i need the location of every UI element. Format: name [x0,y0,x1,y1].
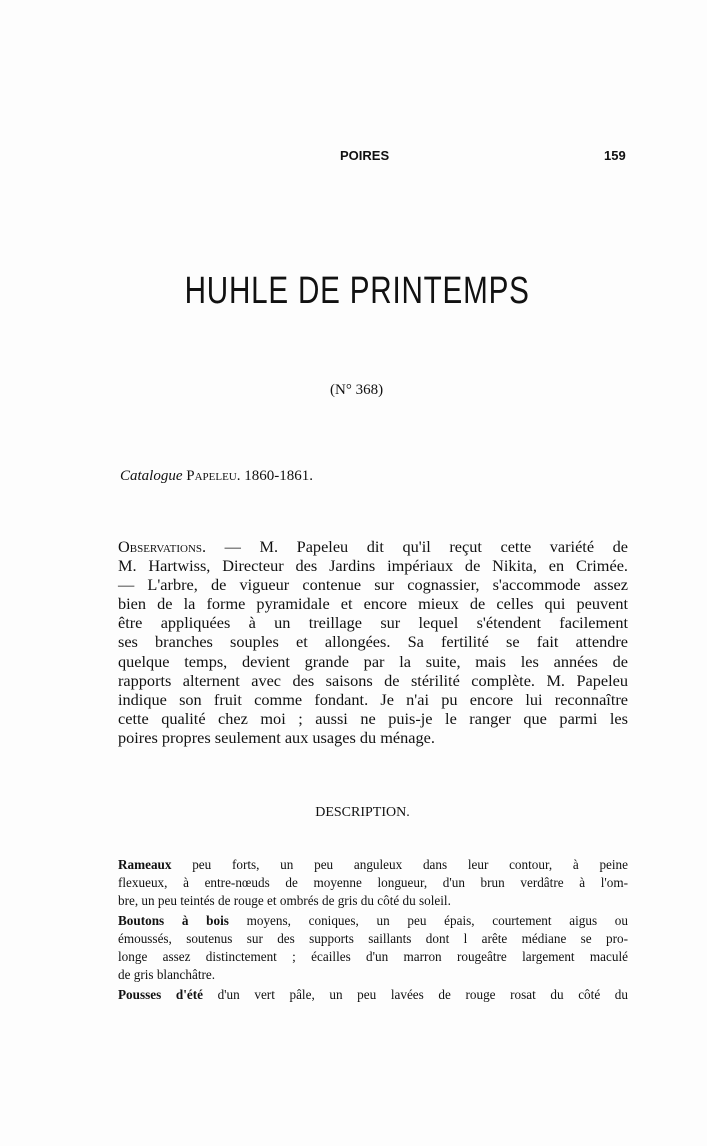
text-line: — L'arbre, de vigueur contenue sur cognassier, s'accommode assez [118,575,628,595]
description-boutons [118,912,628,984]
text-line: quelque temps, devient grande par la suite, mais les années de [118,651,628,671]
catalogue-name: Papeleu. [186,468,241,484]
text-line: émoussés, soutenus sur des supports saillants dont l arête médiane se pro- [118,931,628,947]
text-line: indique son fruit comme fondant. Je n'ai pu encore lui reconnaître [118,689,628,709]
text-line: poires propres seulement aux usages du ménage. [118,727,435,747]
running-title: POIRES [340,148,390,163]
term: Rameaux [118,857,172,873]
text-line: être appliquées à un treillage sur lequel s'étendent facilement [118,613,628,633]
text-line: M. Hartwiss, Directeur des Jardins impériaux de Nikita, en Crimée. [118,556,628,576]
catalogue-reference [120,468,313,485]
text-line: — M. Papeleu dit qu'il reçut cette variété de [206,537,628,556]
text-line: cette qualité chez moi ; aussi ne puis-je le ranger que parmi les [118,708,628,728]
text-line: moyens, coniques, un peu épais, courtement aigus ou [228,913,628,929]
page-title: HUHLE DE PRINTEMPS [184,270,530,312]
text-line: ses branches souples et allongées. Sa fertilité se fait attendre [118,632,628,652]
text-line: de gris blanchâtre. [118,967,216,983]
page-number: 159 [604,148,626,163]
term: Pousses d'été [118,987,203,1003]
observations-paragraph [118,537,628,747]
text-line: longe assez distinctement ; écailles d'un marron rougeâtre largement maculé [118,949,628,965]
catalogue-years: 1860-1861. [244,468,314,484]
text-line: peu forts, un peu anguleux dans leur contour, à peine [171,857,628,873]
text-line: rapports alternent avec des saisons de stérilité complète. M. Papeleu [118,670,628,690]
text-line: flexueux, à entre-nœuds de moyenne longueur, d'un brun verdâtre à l'om- [118,875,628,891]
description-heading: DESCRIPTION. [315,805,410,821]
description-pousses [118,986,628,1004]
catalogue-label: Catalogue [120,468,183,484]
text-line: bien de la forme pyramidale et encore mieux de celles qui peuvent [118,594,628,614]
text-line: bre, un peu teintés de rouge et ombrés de gris du côté du soleil. [118,893,451,909]
variety-number: (N° 368) [330,382,384,398]
body-text [118,537,628,1004]
observations-label: Observations. [118,537,207,556]
description-rameaux [118,856,628,910]
text-line: d'un vert pâle, un peu lavées de rouge rosat du côté du [202,987,628,1003]
term: Boutons à bois [118,913,229,929]
